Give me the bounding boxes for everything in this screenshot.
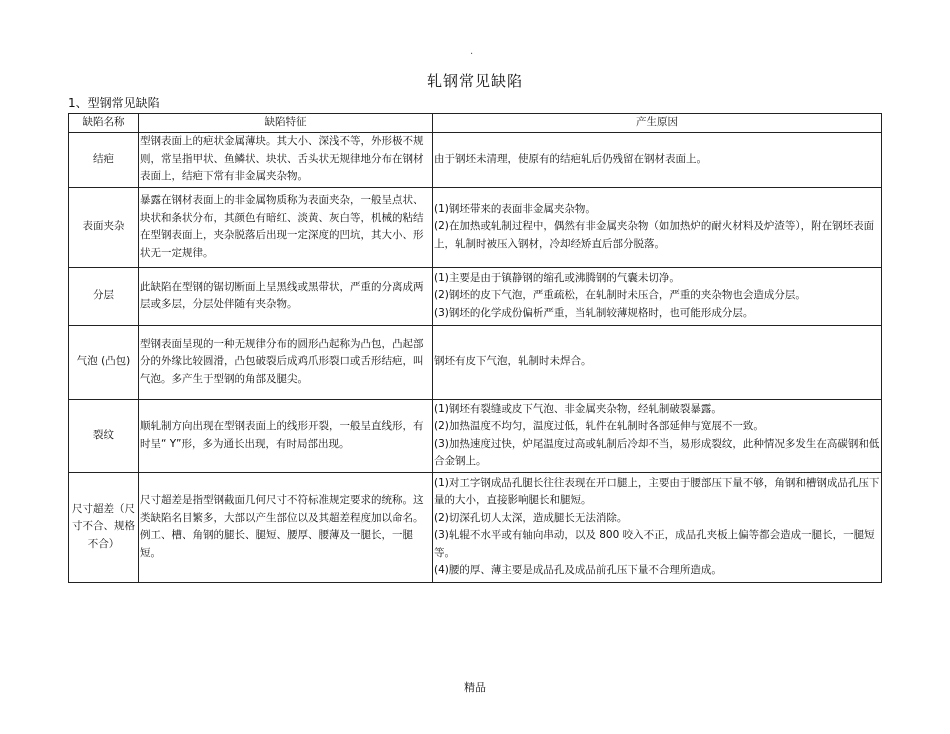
cause-line: (3)加热速度过快，炉尾温度过高或轧制后冷却不当，易形成裂纹，此种情况多发生在高碳钢和低合金钢上。 bbox=[434, 437, 880, 467]
defect-cause bbox=[433, 472, 882, 582]
table-row bbox=[69, 399, 882, 472]
defect-cause bbox=[433, 187, 882, 267]
defect-cause bbox=[433, 325, 882, 399]
table-row bbox=[69, 187, 882, 267]
defect-feature: 尺寸超差是指型钢截面几何尺寸不符标准规定要求的统称。这类缺陷名目繁多，大部以产生部位以及其超差程度加以命名。例工、槽、角钢的腿长、腿短、腰厚、腰薄及一腿长，一腿短。 bbox=[139, 472, 433, 582]
cause-line: (1)钢坯有裂缝或皮下气泡、非金属夹杂物，经轧制破裂暴露。 bbox=[434, 402, 722, 415]
defect-name: 结疤 bbox=[69, 132, 139, 187]
cause-line: (3)钢坯的化学成份偏析严重，当轧制较薄规格时，也可能形成分层。 bbox=[434, 306, 754, 319]
table-row bbox=[69, 325, 882, 399]
top-mark: . bbox=[470, 46, 474, 57]
defect-name: 裂纹 bbox=[69, 399, 139, 472]
cause-line: (2)钢坯的皮下气泡，严重疏松，在轧制时未压合，严重的夹杂物也会造成分层。 bbox=[434, 289, 806, 302]
defect-feature: 此缺陷在型钢的锯切断面上呈黑线或黑带状，严重的分离成两层或多层，分层处伴随有夹杂物。 bbox=[139, 267, 433, 325]
table-row bbox=[69, 267, 882, 325]
defects-table bbox=[68, 113, 882, 583]
cause-line: (2)在加热或轧制过程中，偶然有非金属夹杂物（如加热炉的耐火材料及炉渣等），附在钢坯表面上，轧制时被压入钢材，冷却经矫直后部分脱落。 bbox=[434, 220, 875, 250]
cause-line: (2)切深孔切人太深，造成腿长无法消除。 bbox=[434, 511, 628, 524]
defect-feature: 型钢表面上的疤状金属薄块。其大小、深浅不等，外形极不规则，常呈指甲状、鱼鳞状、块状、舌头状无规律地分布在钢材表面上，结疤下常有非金属夹杂物。 bbox=[139, 132, 433, 187]
page-footer: 精品 bbox=[464, 681, 486, 694]
defect-cause bbox=[433, 399, 882, 472]
defect-name: 表面夹杂 bbox=[69, 187, 139, 267]
cause-line: 由于钢坯未清理，使原有的结疤轧后仍残留在钢材表面上。 bbox=[434, 152, 707, 165]
cause-line: (4)腰的厚、薄主要是成品孔及成品前孔压下量不合理所造成。 bbox=[434, 564, 722, 576]
defect-cause bbox=[433, 267, 882, 325]
defect-name: 分层 bbox=[69, 267, 139, 325]
cause-line: (2)加热温度不均匀，温度过低，轧件在轧制时各部延伸与宽展不一致。 bbox=[434, 420, 764, 432]
table-row bbox=[69, 472, 882, 582]
defect-feature: 顺轧制方向出现在型钢表面上的线形开裂，一般呈直线形，有时呈“ Y”形，多为通长出现，有时局部出现。 bbox=[139, 399, 433, 472]
header-defect-feature: 缺陷特征 bbox=[139, 114, 433, 133]
cause-line: 钢坯有皮下气泡，轧制时未焊合。 bbox=[434, 355, 592, 368]
cause-line: (3)轧辊不水平或有轴向串动，以及 800 咬入不正，成品孔夹板上偏等都会造成一腿长，一腿短等。 bbox=[434, 529, 875, 559]
cause-line: (1)对工字钢成品孔腿长往往表现在开口腿上，主要由于腰部压下量不够，角钢和槽钢成品孔压下量的大小，直接影响腿长和腿短。 bbox=[434, 476, 880, 506]
cause-line: (1)钢坯带来的表面非金属夹杂物。 bbox=[434, 202, 596, 215]
defect-feature: 型钢表面呈现的一种无规律分布的圆形凸起称为凸包，凸起部分的外缘比较圆滑，凸包破裂后成鸡爪形裂口或舌形结疤，叫气泡。多产生于型钢的角部及腿尖。 bbox=[139, 325, 433, 399]
defect-feature: 暴露在钢材表面上的非金属物质称为表面夹杂，一般呈点状、块状和条状分布，其颜色有暗红、淡黄、灰白等，机械的粘结在型钢表面上，夹杂脱落后出现一定深度的凹坑，其大小、形状无一定规律。 bbox=[139, 187, 433, 267]
table-row bbox=[69, 132, 882, 187]
defect-name: 尺寸超差（尺寸不合、规格不合） bbox=[69, 472, 139, 582]
table-header-row bbox=[69, 114, 882, 133]
header-defect-name: 缺陷名称 bbox=[69, 114, 139, 133]
defect-cause bbox=[433, 132, 882, 187]
header-cause: 产生原因 bbox=[433, 114, 882, 133]
section-heading: 1、型钢常见缺陷 bbox=[68, 96, 160, 110]
cause-line: (1)主要是由于镇静钢的缩孔或沸腾钢的气囊未切净。 bbox=[434, 271, 680, 284]
defect-name: 气泡 (凸包) bbox=[69, 325, 139, 399]
page-title: 轧钢常见缺陷 bbox=[426, 72, 523, 90]
